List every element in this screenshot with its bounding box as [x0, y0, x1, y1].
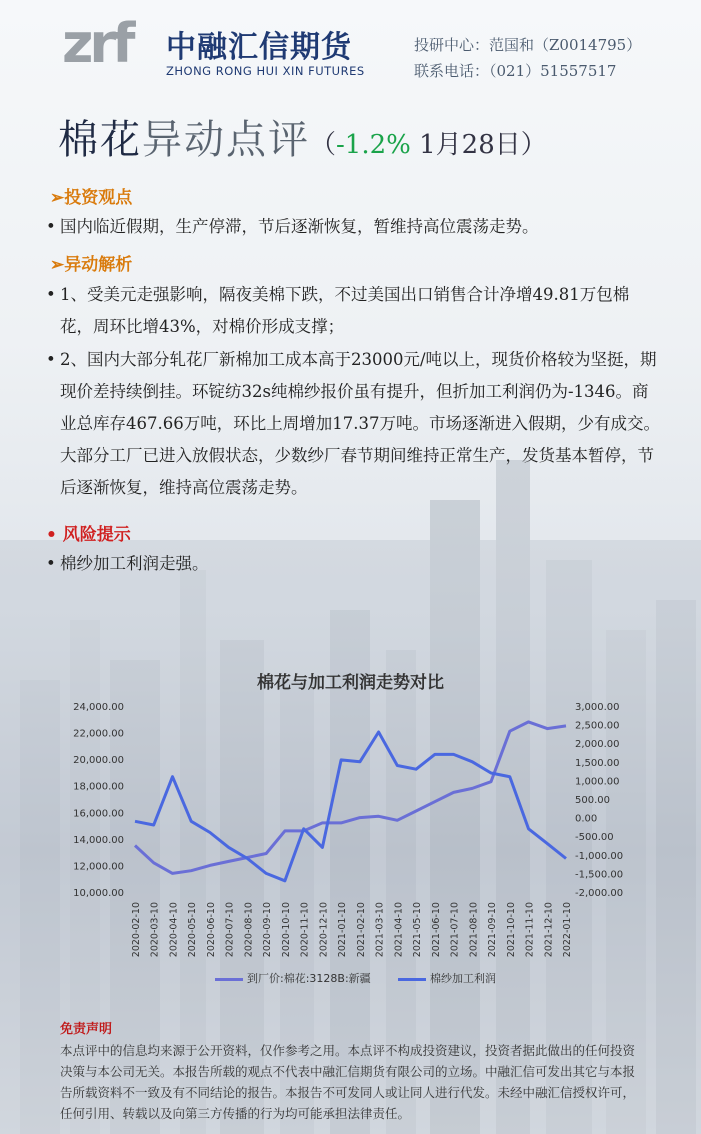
title-date: 1月28日）: [410, 130, 547, 160]
y-left-tick-label: 12,000.00: [73, 861, 124, 873]
legend-swatch: [398, 978, 426, 981]
y-left-tick-label: 16,000.00: [73, 808, 124, 820]
y-left-tick-label: 18,000.00: [73, 781, 124, 793]
x-tick-label: 2021-04-10: [393, 902, 405, 958]
y-left-tick-label: 10,000.00: [73, 888, 124, 899]
x-tick-label: 2021-11-10: [524, 902, 536, 958]
phone-line: 联系电话：（021）51557517: [414, 62, 617, 80]
x-tick-label: 2020-11-10: [299, 902, 311, 958]
analysis-paragraph-1: [46, 279, 660, 343]
y-left-tick-label: 22,000.00: [73, 728, 124, 740]
bullet: •: [46, 285, 56, 304]
x-tick-label: 2020-12-10: [318, 902, 330, 958]
y-right-tick-label: 2,500.00: [575, 720, 620, 732]
disclaimer-heading: 免责声明: [60, 1022, 113, 1037]
x-tick-label: 2021-03-10: [374, 902, 386, 958]
analysis-heading: ➢异动解析: [50, 255, 133, 275]
y-left-tick-label: 20,000.00: [73, 755, 124, 767]
title-open-paren: （: [310, 130, 337, 160]
title-topic: 异动点评: [142, 117, 310, 163]
risk-text: 棉纱加工利润走强。: [60, 554, 209, 573]
y-left-tick-label: 24,000.00: [73, 702, 124, 713]
view-heading: ➢投资观点: [50, 188, 133, 208]
x-tick-label: 2020-02-10: [131, 902, 142, 958]
x-tick-label: 2021-05-10: [412, 902, 424, 958]
x-tick-label: 2021-09-10: [487, 902, 499, 958]
legend-item-yarn-profit: [398, 970, 496, 986]
series-line-cotton-price: [135, 722, 566, 874]
company-name-cn: 中融汇信期货: [166, 30, 352, 65]
y-right-tick-label: 2,000.00: [575, 739, 620, 751]
bullet: •: [46, 554, 56, 573]
x-tick-label: 2020-06-10: [205, 902, 217, 958]
x-tick-label: 2022-01-10: [562, 902, 573, 958]
y-right-tick-label: -1,000.00: [575, 850, 624, 862]
chart-title: 棉花与加工利润走势对比: [257, 673, 444, 693]
x-tick-label: 2021-02-10: [355, 902, 367, 958]
x-tick-label: 2020-07-10: [224, 902, 236, 958]
y-right-tick-label: -1,500.00: [575, 869, 624, 881]
x-tick-label: 2020-09-10: [262, 902, 274, 958]
y-right-tick-label: 1,000.00: [575, 776, 620, 788]
y-right-tick-label: 0.00: [575, 813, 598, 825]
view-paragraph: [46, 211, 660, 243]
x-tick-label: 2021-01-10: [337, 902, 349, 958]
price-profit-chart: [0, 690, 701, 970]
x-tick-label: 2021-08-10: [468, 902, 480, 958]
report-header: [0, 0, 701, 100]
analysis-text-1: 1、受美元走强影响，隔夜美棉下跌，不过美国出口销售合计净增49.81万包棉花，周环比增43%，对棉价形成支撑；: [60, 285, 630, 336]
y-right-tick-label: 500.00: [575, 795, 610, 806]
legend-label: 棉纱加工利润: [430, 972, 496, 985]
page-title: [58, 108, 547, 165]
y-right-tick-label: 3,000.00: [575, 702, 620, 713]
legend-item-cotton-price: [215, 970, 371, 986]
bullet: •: [46, 350, 56, 369]
x-tick-label: 2020-04-10: [168, 902, 180, 958]
y-right-tick-label: 1,500.00: [575, 757, 620, 769]
legend-swatch: [215, 978, 243, 981]
y-right-tick-label: -500.00: [575, 832, 614, 844]
x-tick-label: 2021-06-10: [430, 902, 442, 958]
title-change: -1.2%: [336, 130, 411, 160]
x-tick-label: 2021-07-10: [449, 902, 461, 958]
title-commodity: 棉花: [58, 117, 142, 163]
x-tick-label: 2021-10-10: [505, 902, 517, 958]
analysis-paragraph-2: [46, 344, 660, 504]
contact-info: [414, 32, 641, 84]
analysis-text-2: 2、国内大部分轧花厂新棉加工成本高于23000元/吨以上，现货价格较为坚挺，期现价差持续倒挂。环锭纺32s纯棉纱报价虽有提升，但折加工利润仍为-1346。商业总库存467.66万吨，环比上周增加17.37万吨。市场逐渐进入假期，少有成交。大部分工厂已进入放假状态，少数纱厂春节期间维持正常生产，发货基本暂停，节后逐渐恢复，维持高位震荡走势。: [60, 350, 660, 497]
company-logo-mark: zrf: [62, 12, 132, 75]
risk-paragraph: [46, 548, 660, 580]
x-tick-label: 2020-08-10: [243, 902, 255, 958]
disclaimer-text: 本点评中的信息均来源于公开资料，仅作参考之用。本点评不构成投资建议，投资者据此做出的任何投资决策与本公司无关。本报告所载的观点不代表中融汇信期货有限公司的立场。中融汇信可发出其它与本报告所载资料不一致及有不同结论的报告。本报告不可发同人或让同人进行代发。未经中融汇信授权许可，任何引用、转载以及向第三方传播的行为均可能承担法律责任。: [60, 1043, 636, 1121]
x-tick-label: 2021-12-10: [543, 902, 555, 958]
view-text: 国内临近假期，生产停滞，节后逐渐恢复，暂维持高位震荡走势。: [60, 217, 539, 236]
x-tick-label: 2020-03-10: [149, 902, 161, 958]
y-right-tick-label: -2,000.00: [575, 888, 624, 899]
company-name-en: ZHONG RONG HUI XIN FUTURES: [166, 64, 365, 78]
y-left-tick-label: 14,000.00: [73, 834, 124, 846]
x-tick-label: 2020-10-10: [280, 902, 292, 958]
risk-heading: • 风险提示: [46, 525, 131, 545]
researcher-line: 投研中心：范国和（Z0014795）: [414, 36, 642, 54]
legend-label: 到厂价:棉花:3128B:新疆: [247, 972, 371, 985]
x-tick-label: 2020-05-10: [187, 902, 199, 958]
bullet: •: [46, 217, 56, 236]
